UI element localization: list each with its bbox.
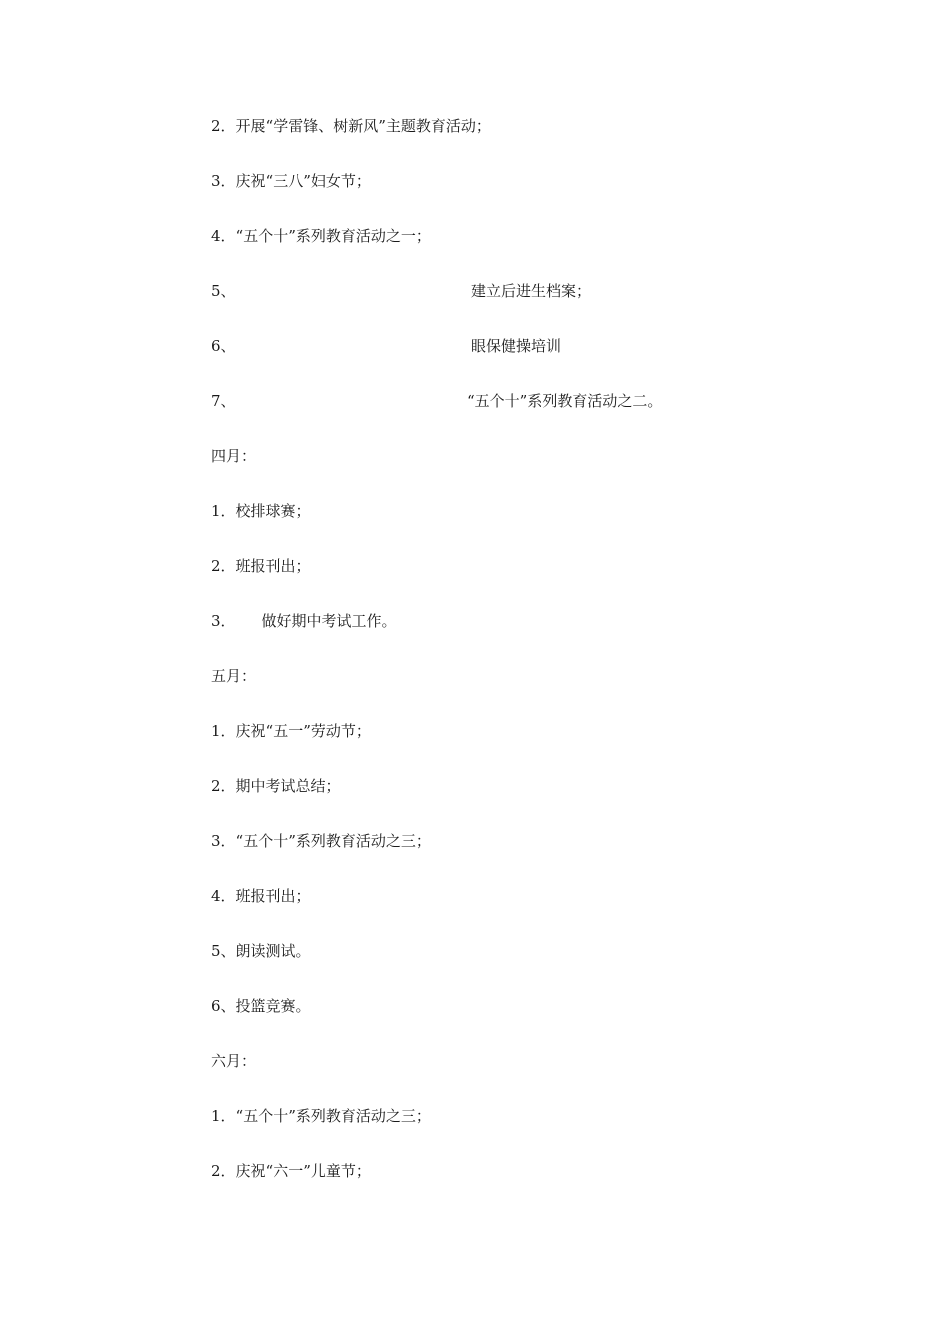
list-item [211,996,311,1016]
item-number: 5、 [211,942,236,960]
item-number: 6、 [211,337,236,355]
list-item [211,281,592,301]
list-item [211,1106,431,1126]
item-text: 班报刊出； [235,887,311,905]
item-number: 2． [211,557,236,575]
item-text: 期中考试总结； [235,777,341,795]
item-text: “五个十”系列教育活动之一； [235,227,431,245]
list-item [211,941,311,961]
item-number: 6、 [211,997,236,1015]
item-number: 7、 [211,392,236,410]
list-item [211,721,371,741]
item-text: 校排球赛； [235,502,311,520]
item-text: “五个十”系列教育活动之三； [235,832,431,850]
list-item [211,886,311,906]
list-item [211,1161,371,1181]
item-text: 开展“学雷锋、树新风”主题教育活动； [235,117,491,135]
item-text: 朗读测试。 [235,942,311,960]
list-item [211,611,397,631]
list-item [211,391,663,411]
list-item [211,501,311,521]
item-number: 4． [211,887,236,905]
item-number: 5、 [211,282,236,300]
item-number: 3． [211,832,236,850]
item-text: 建立后进生档案； [471,282,592,300]
list-item [211,776,341,796]
item-number: 3． [211,172,236,190]
item-text: 庆祝“三八”妇女节； [235,172,371,190]
heading-text: 四月： [211,447,257,465]
item-text: 庆祝“五一”劳动节； [235,722,371,740]
list-item [211,226,431,246]
item-number: 1． [211,502,236,520]
item-text: “五个十”系列教育活动之三； [235,1107,431,1125]
item-number: 1． [211,722,236,740]
section-heading-june [211,1051,256,1071]
item-text: 眼保健操培训 [471,337,562,355]
list-item [211,116,491,136]
list-item [211,831,431,851]
item-number: 2． [211,1162,236,1180]
item-text: 投篮竞赛。 [235,997,311,1015]
item-text: 班报刊出； [235,557,311,575]
item-text: 做好期中考试工作。 [261,612,397,630]
heading-text: 五月： [211,667,257,685]
item-number: 1． [211,1107,236,1125]
list-item [211,171,371,191]
heading-text: 六月： [211,1052,257,1070]
section-heading-may [211,666,256,686]
item-number: 3． [211,612,236,630]
item-text: “五个十”系列教育活动之二。 [467,392,663,410]
list-item [211,336,562,356]
item-number: 4． [211,227,236,245]
section-heading-april [211,446,256,466]
list-item [211,556,311,576]
item-text: 庆祝“六一”儿童节； [235,1162,371,1180]
item-number: 2． [211,117,236,135]
item-number: 2． [211,777,236,795]
